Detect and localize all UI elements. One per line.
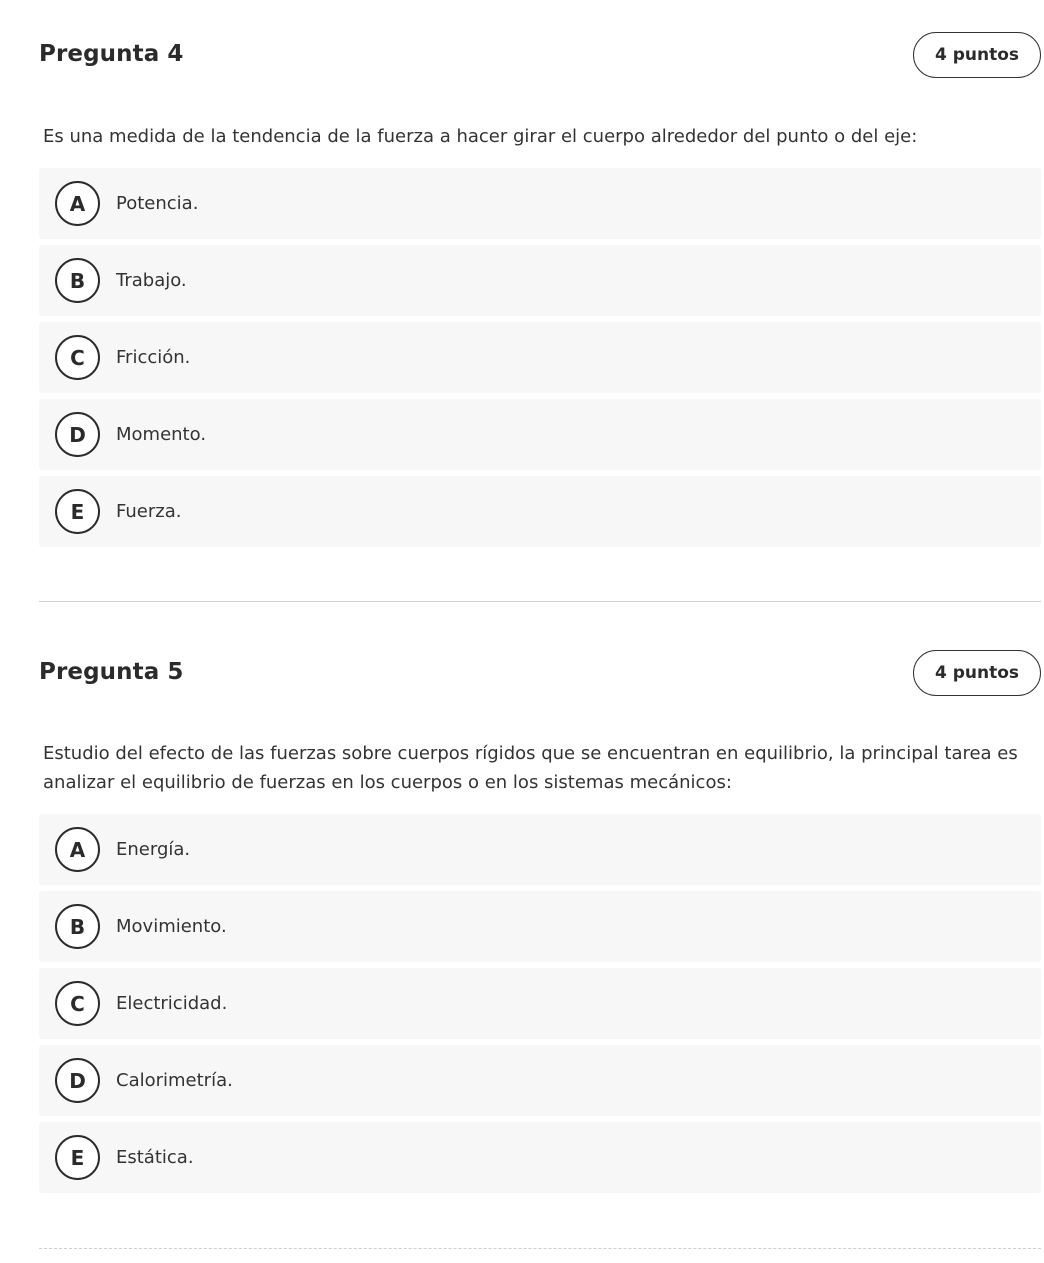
question-text: Estudio del efecto de las fuerzas sobre cuerpos rígidos que se encuentran en equilibrio, la principal tarea es analizar el equilibrio de fuerzas en los cuerpos o en los sistemas mecánicos: — [43, 743, 1018, 793]
option-text: Movimiento. — [116, 916, 227, 937]
option-b[interactable] — [39, 891, 1041, 962]
option-text: Fuerza. — [116, 501, 182, 522]
option-letter: B — [55, 258, 100, 303]
option-text: Calorimetría. — [116, 1070, 233, 1091]
option-letter: E — [55, 489, 100, 534]
option-d[interactable] — [39, 399, 1041, 470]
question-4 — [39, 32, 1041, 547]
points-badge: 4 puntos — [913, 32, 1041, 78]
answer-options — [39, 814, 1041, 1193]
option-letter: E — [55, 1135, 100, 1180]
option-letter: C — [55, 981, 100, 1026]
option-d[interactable] — [39, 1045, 1041, 1116]
answer-options — [39, 168, 1041, 547]
option-text: Potencia. — [116, 193, 199, 214]
option-text: Electricidad. — [116, 993, 228, 1014]
option-letter: D — [55, 1058, 100, 1103]
option-text: Momento. — [116, 424, 207, 445]
points-badge: 4 puntos — [913, 650, 1041, 696]
option-letter: A — [55, 181, 100, 226]
option-c[interactable] — [39, 968, 1041, 1039]
option-text: Energía. — [116, 839, 191, 860]
question-header — [39, 32, 1041, 80]
option-letter: B — [55, 904, 100, 949]
option-letter: D — [55, 412, 100, 457]
question-text: Es una medida de la tendencia de la fuerza a hacer girar el cuerpo alrededor del punto o del eje: — [43, 126, 918, 147]
question-5 — [39, 650, 1041, 1193]
option-text: Trabajo. — [116, 270, 187, 291]
option-letter: A — [55, 827, 100, 872]
question-title: Pregunta 4 — [39, 41, 184, 67]
option-c[interactable] — [39, 322, 1041, 393]
question-header — [39, 650, 1041, 698]
option-a[interactable] — [39, 814, 1041, 885]
question-divider — [39, 601, 1041, 602]
option-b[interactable] — [39, 245, 1041, 316]
option-a[interactable] — [39, 168, 1041, 239]
option-text: Estática. — [116, 1147, 194, 1168]
option-e[interactable] — [39, 1122, 1041, 1193]
bottom-divider — [39, 1248, 1041, 1249]
question-title: Pregunta 5 — [39, 659, 184, 685]
option-letter: C — [55, 335, 100, 380]
option-text: Fricción. — [116, 347, 191, 368]
option-e[interactable] — [39, 476, 1041, 547]
